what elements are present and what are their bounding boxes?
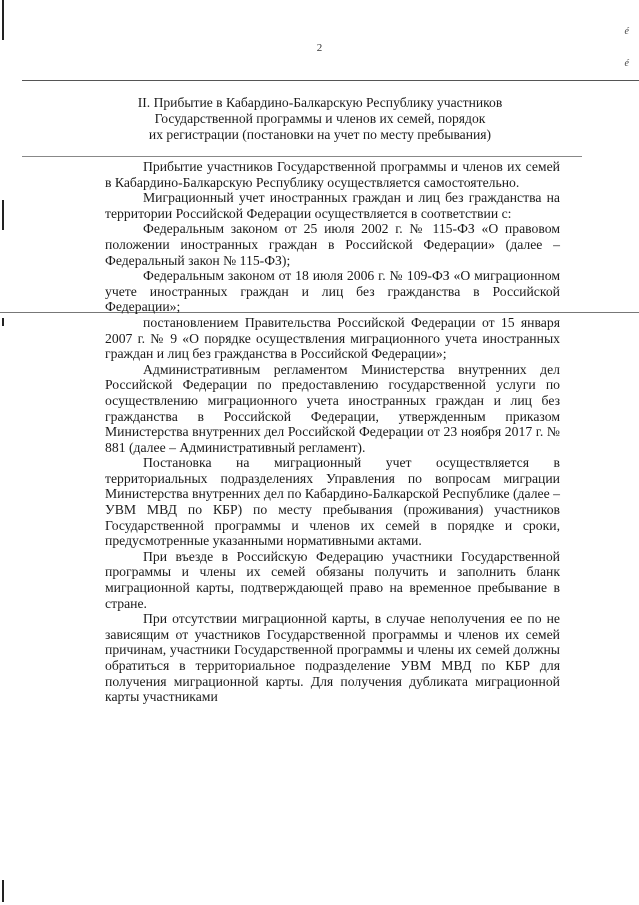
paragraph: Прибытие участников Государственной программы и членов их семей в Кабардино-Балкарскую Республику осуществляется самостоятельно. bbox=[105, 159, 560, 190]
scan-edge-mark bbox=[2, 318, 4, 326]
document-body bbox=[105, 159, 560, 705]
paragraph: При отсутствии миграционной карты, в случае неполучения ее по не зависящим от участников Государственной программы и членов их семей причинам, участники Государственной программы и члены их семей должны обратиться в территориальное подразделение УВМ МВД по КБР для получения миграционной карты. Для получения дубликата миграционной карты участниками bbox=[105, 611, 560, 705]
scan-edge-mark bbox=[2, 880, 4, 902]
scan-artifact-line bbox=[22, 80, 639, 81]
scan-edge-mark bbox=[2, 0, 4, 40]
page-number: 2 bbox=[316, 42, 323, 54]
corner-mark: é bbox=[624, 26, 629, 37]
scan-artifact-line bbox=[22, 156, 582, 157]
heading-line: их регистрации (постановки на учет по месту пребывания) bbox=[148, 127, 492, 142]
heading-line: II. Прибытие в Кабардино-Балкарскую Республику участников bbox=[137, 95, 503, 110]
section-heading bbox=[60, 95, 580, 143]
paragraph: Постановка на миграционный учет осуществляется в территориальных подразделениях Управления по вопросам миграции Министерства внутренних дел по Кабардино-Балкарской Республике (далее – УВМ МВД по КБР) по месту пребывания (проживания) участников Государственной программы и членов их семей в порядке и сроки, предусмотренные указанными нормативными актами. bbox=[105, 455, 560, 549]
paragraph: Миграционный учет иностранных граждан и лиц без гражданства на территории Российской Федерации осуществляется в соответствии с: bbox=[105, 190, 560, 221]
paragraph: Федеральным законом от 25 июля 2002 г. № 115-ФЗ «О правовом положении иностранных граждан в Российской Федерации» (далее – Федеральный закон № 115-ФЗ); bbox=[105, 221, 560, 268]
paragraph: При въезде в Российскую Федерацию участники Государственной программы и члены их семей обязаны получить и заполнить бланк миграционной карты, подтверждающей право на временное пребывание в стране. bbox=[105, 548, 560, 611]
heading-line: Государственной программы и членов их семей, порядок bbox=[154, 111, 486, 126]
corner-mark: é bbox=[624, 58, 629, 69]
paragraph: Федеральным законом от 18 июля 2006 г. № 109-ФЗ «О миграционном учете иностранных граждан и лиц без гражданства в Российской Федерации»; bbox=[105, 268, 560, 315]
paragraph: Административным регламентом Министерства внутренних дел Российской Федерации по предоставлению государственной услуги по осуществлению миграционного учета иностранных граждан и лиц без гражданства в Российской Федерации, утвержденным приказом Министерства внутренних дел Российской Федерации от 23 ноября 2017 г. № 881 (далее – Административный регламент). bbox=[105, 361, 560, 455]
paragraph: постановлением Правительства Российской Федерации от 15 января 2007 г. № 9 «О порядке осуществления миграционного учета иностранных граждан и лиц без гражданства в Российской Федерации»; bbox=[105, 314, 560, 362]
scan-edge-mark bbox=[2, 200, 4, 230]
